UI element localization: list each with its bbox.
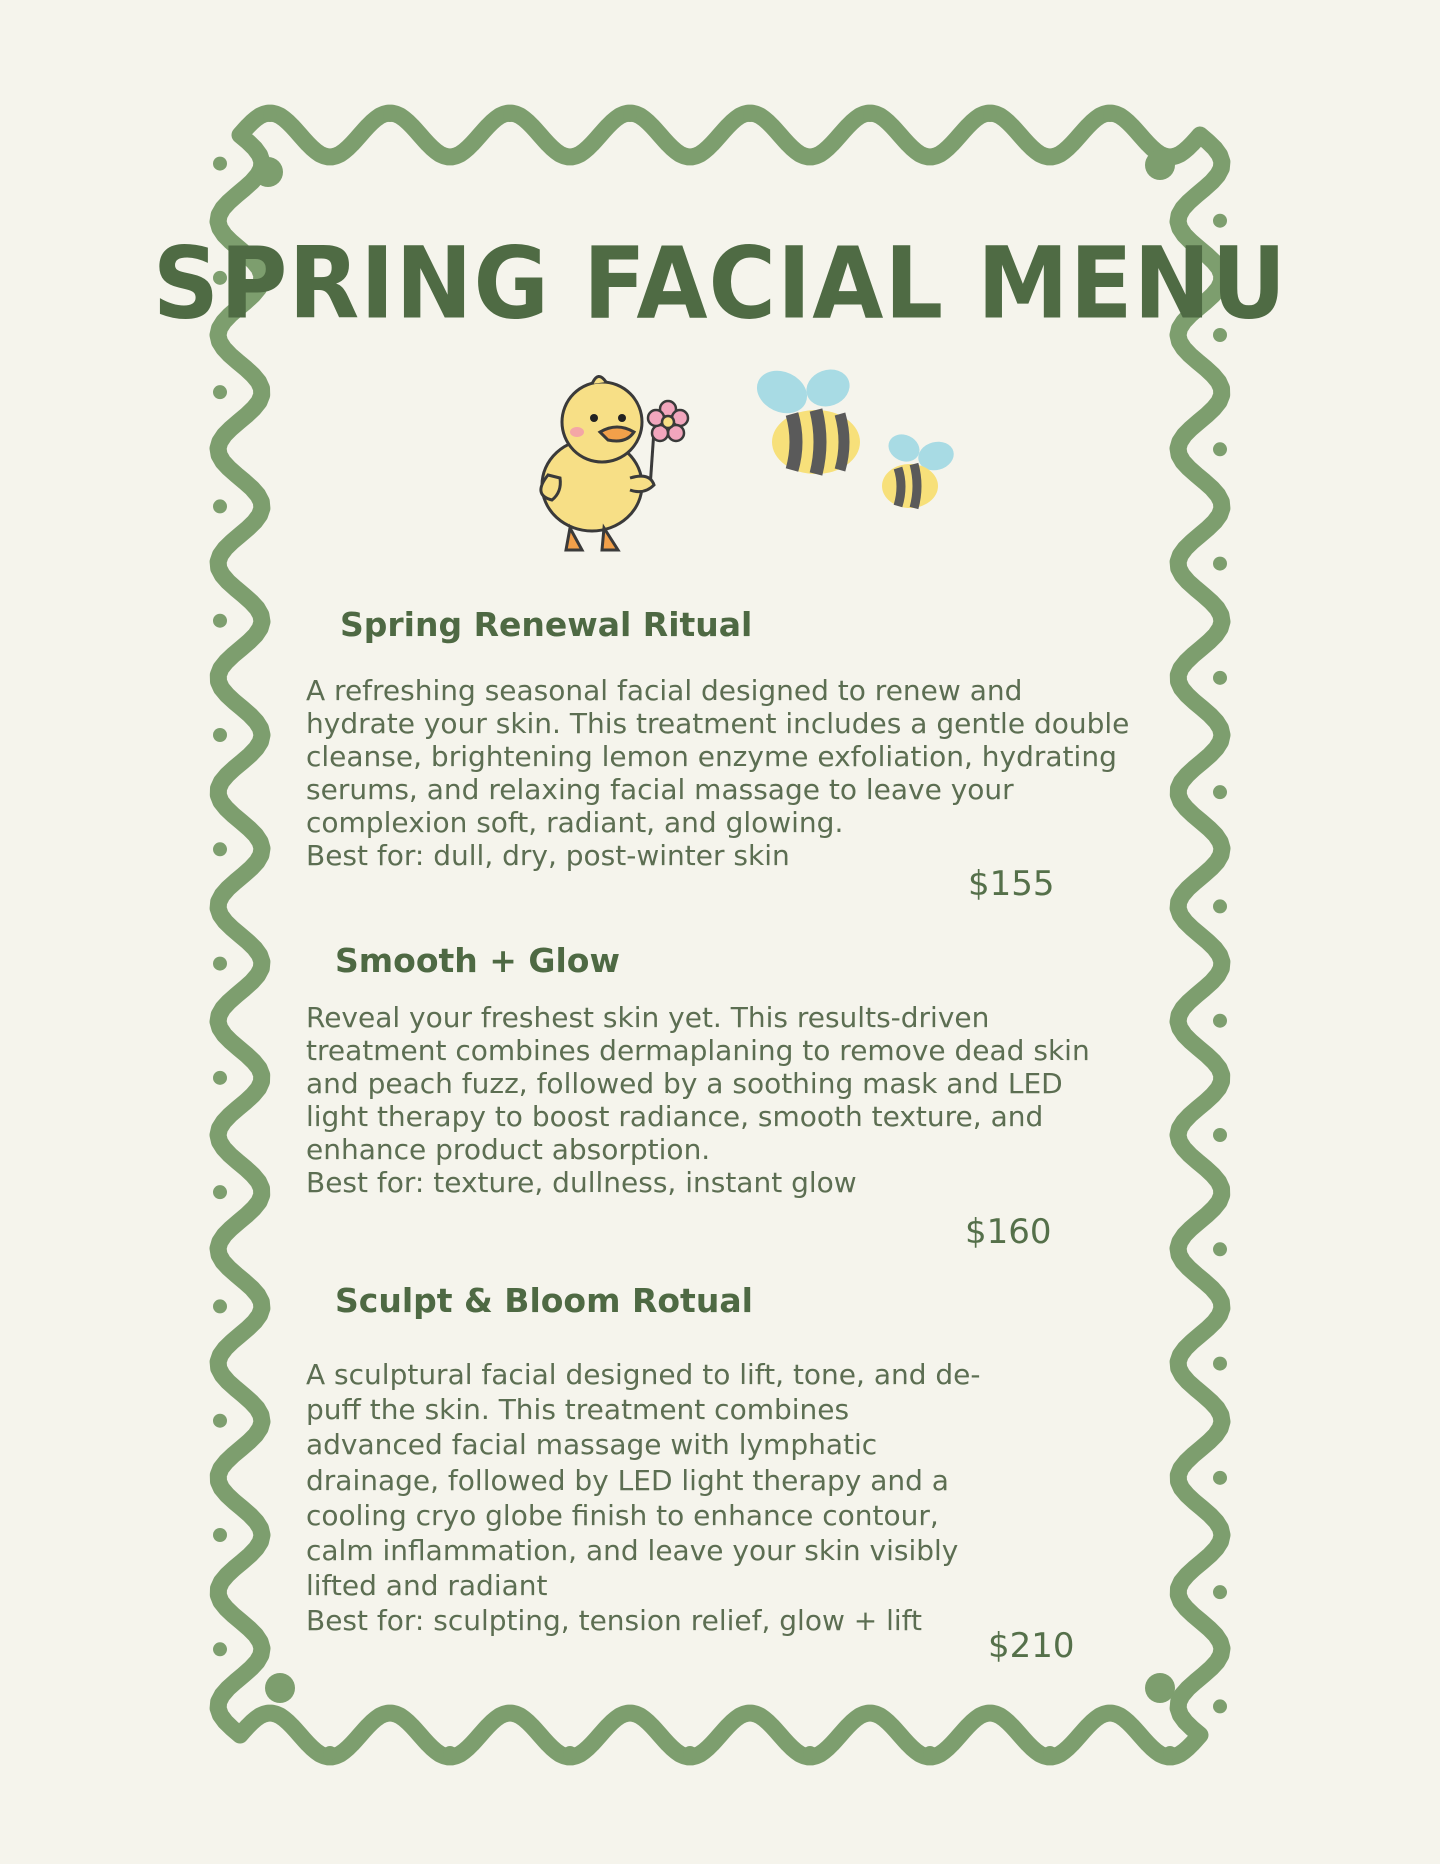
small-bee-icon bbox=[876, 426, 966, 516]
border-dot bbox=[1213, 1471, 1227, 1485]
service-price: $160 bbox=[965, 1212, 1052, 1252]
border-dot bbox=[983, 108, 997, 122]
border-dot bbox=[213, 1185, 227, 1199]
border-dot bbox=[263, 108, 277, 122]
border-dot bbox=[923, 1746, 937, 1760]
border-dot bbox=[503, 108, 517, 122]
border-dot bbox=[1213, 1014, 1227, 1028]
service-description: A sculptural facial designed to lift, tone, and de- puff the skin. This treatment combines advanced facial massage with lymphatic drainage, followed by LED light therapy and a cooling cryo globe finish to enhance contour, calm inflammation, and leave your skin visibly lifted and radiant Best for: sculpting, tension relief, glow + lift bbox=[306, 1358, 981, 1638]
border-dot bbox=[1213, 1128, 1227, 1142]
duck-holding-flower-icon bbox=[522, 360, 702, 560]
border-dot bbox=[623, 108, 637, 122]
bee-icon bbox=[752, 362, 872, 482]
border-dot bbox=[265, 1673, 295, 1703]
border-dot bbox=[1145, 150, 1175, 180]
service-price: $155 bbox=[968, 864, 1055, 904]
border-dot bbox=[213, 842, 227, 856]
border-dot bbox=[683, 1746, 697, 1760]
service-best-for: Best for: sculpting, tension relief, glow + lift bbox=[306, 1604, 923, 1638]
page-title: SPRING FACIAL MENU bbox=[152, 225, 1288, 342]
border-dot bbox=[443, 1746, 457, 1760]
service-price: $210 bbox=[988, 1626, 1075, 1666]
border-dot bbox=[213, 614, 227, 628]
service-description: A refreshing seasonal facial designed to renew and hydrate your skin. This treatment includes a gentle double cleanse, brightening lemon enzyme exfoliation, hydrating serums, and relaxing facial massage to leave your complexion soft, radiant, and glowing. Best for: dull, dry, post-winter skin bbox=[306, 674, 1130, 872]
border-dot bbox=[803, 1746, 817, 1760]
border-dot bbox=[1213, 557, 1227, 571]
border-dot bbox=[213, 157, 227, 171]
border-dot bbox=[1213, 442, 1227, 456]
border-dot bbox=[383, 108, 397, 122]
border-dot bbox=[1163, 1746, 1177, 1760]
service-description: Reveal your freshest skin yet. This results-driven treatment combines dermaplaning to remove dead skin and peach fuzz, followed by a soothing mask and LED light therapy to boost radiance, smooth texture, and enhance product absorption. Best for: texture, dullness, instant glow bbox=[306, 1001, 1090, 1199]
border-dot bbox=[863, 108, 877, 122]
border-dot bbox=[1213, 671, 1227, 685]
service-best-for: Best for: texture, dullness, instant glow bbox=[306, 1166, 857, 1199]
border-dot bbox=[213, 499, 227, 513]
border-dot bbox=[213, 957, 227, 971]
border-dot bbox=[1145, 1673, 1175, 1703]
border-dot bbox=[213, 1071, 227, 1085]
border-dot bbox=[213, 1528, 227, 1542]
border-dot bbox=[213, 1414, 227, 1428]
border-dot bbox=[1213, 1699, 1227, 1713]
border-dot bbox=[1103, 108, 1117, 122]
border-dot bbox=[1213, 899, 1227, 913]
border-dot bbox=[213, 728, 227, 742]
service-name: Smooth + Glow bbox=[335, 941, 620, 980]
border-dot bbox=[1213, 1357, 1227, 1371]
border-dot bbox=[213, 1299, 227, 1313]
border-dot bbox=[563, 1746, 577, 1760]
service-name: Spring Renewal Ritual bbox=[340, 605, 753, 644]
border-dot bbox=[743, 108, 757, 122]
service-best-for: Best for: dull, dry, post-winter skin bbox=[306, 839, 790, 872]
service-name: Sculpt & Bloom Rotual bbox=[335, 1281, 753, 1320]
border-dot bbox=[323, 1746, 337, 1760]
border-dot bbox=[1213, 785, 1227, 799]
border-dot bbox=[1213, 1585, 1227, 1599]
border-dot bbox=[1043, 1746, 1057, 1760]
border-dot bbox=[213, 385, 227, 399]
border-dot bbox=[1213, 1242, 1227, 1256]
border-dot bbox=[253, 157, 283, 187]
border-dot bbox=[213, 1642, 227, 1656]
